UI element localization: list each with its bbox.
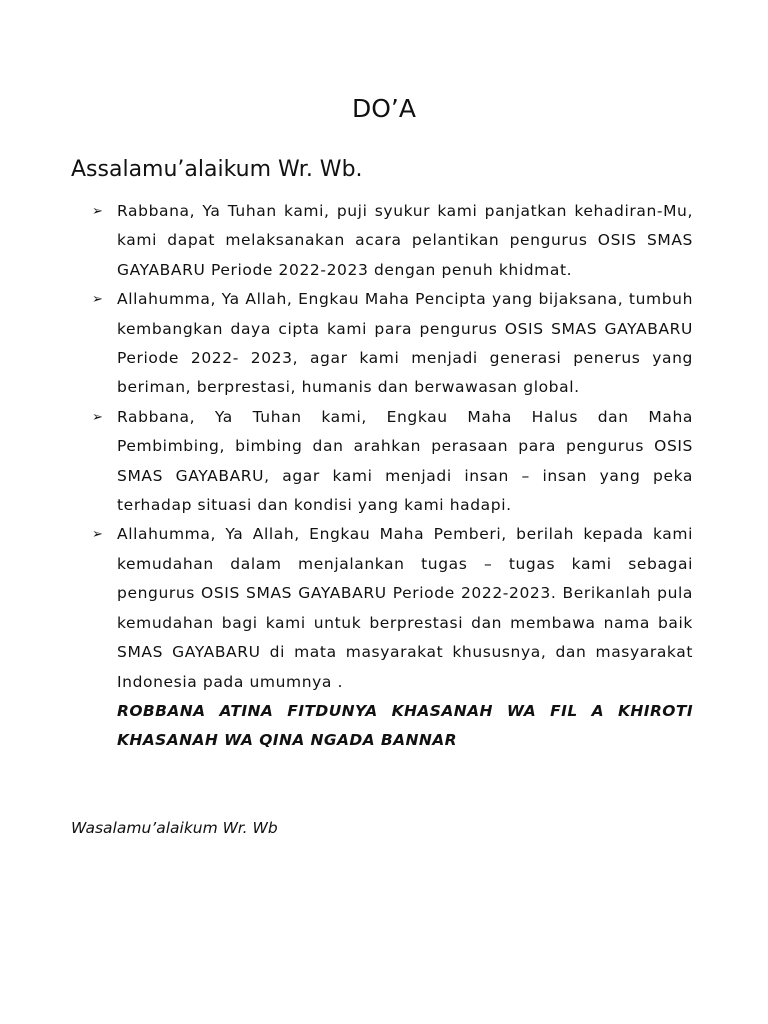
list-item xyxy=(71,285,693,403)
prayer-list xyxy=(71,197,693,756)
list-item xyxy=(71,403,693,521)
closing-prayer-item xyxy=(71,697,693,756)
list-item xyxy=(71,197,693,285)
arrow-bullet-icon: ➢ xyxy=(92,292,103,308)
list-item-text: Allahumma, Ya Allah, Engkau Maha Pencipta yang bijaksana, tumbuh kembangkan daya cipta kami para pengurus OSIS SMAS GAYABARU Periode 2022- 2023, agar kami menjadi generasi penerus yang beriman, berprestasi, humanis dan berwawasan global. xyxy=(117,290,693,397)
arrow-bullet-icon: ➢ xyxy=(92,409,103,425)
closing-salutation: Wasalamu’alaikum Wr. Wb xyxy=(71,819,278,837)
greeting: Assalamu’alaikum Wr. Wb. xyxy=(71,157,363,182)
arrow-bullet-icon: ➢ xyxy=(92,204,103,219)
list-item xyxy=(71,520,693,696)
list-item-text: Rabbana, Ya Tuhan kami, puji syukur kami panjatkan kehadiran-Mu, kami dapat melaksanakan acara pelantikan pengurus OSIS SMAS GAYABARU Periode 2022-2023 dengan penuh khidmat. xyxy=(117,202,693,279)
list-item-text: Allahumma, Ya Allah, Engkau Maha Pemberi, berilah kepada kami kemudahan dalam menjalankan tugas – tugas kami sebagai pengurus OSIS SMAS GAYABARU Periode 2022-2023. Berikanlah pula kemudahan bagi kami untuk berprestasi dan membawa nama baik SMAS GAYABARU di mata masyarakat khususnya, dan masyarakat Indonesia pada umumnya . xyxy=(117,525,693,691)
closing-prayer: ROBBANA ATINA FITDUNYA KHASANAH WA FIL A KHIROTI KHASANAH WA QINA NGADA BANNAR xyxy=(117,701,693,750)
arrow-bullet-icon: ➢ xyxy=(92,527,103,543)
document-title: DO’A xyxy=(352,94,416,123)
list-item-text: Rabbana, Ya Tuhan kami, Engkau Maha Halus dan Maha Pembimbing, bimbing dan arahkan perasaan para pengurus OSIS SMAS GAYABARU, agar kami menjadi insan – insan yang peka terhadap situasi dan kondisi yang kami hadapi. xyxy=(117,407,693,515)
